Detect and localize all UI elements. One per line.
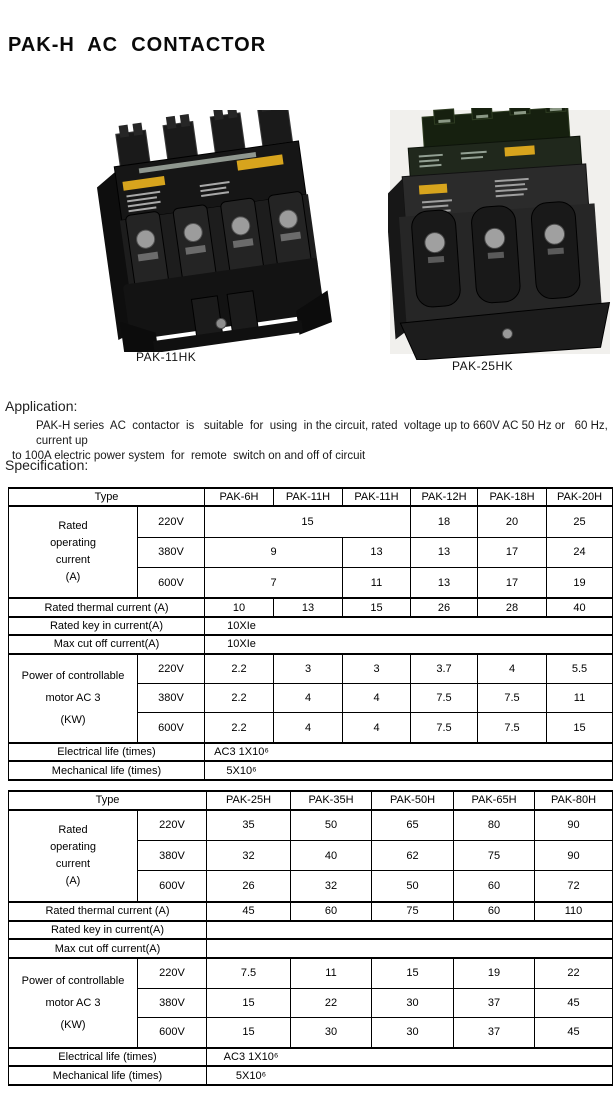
voltage-label: 380V <box>138 684 205 713</box>
value-cell: 7.5 <box>478 684 547 713</box>
label-line: (KW) <box>60 1018 86 1031</box>
mechanical-life-value-cell <box>207 1066 613 1085</box>
value-cell: 30 <box>372 988 454 1017</box>
model-header-cell: PAK-25H <box>207 791 291 810</box>
value-cell: 13 <box>343 537 411 567</box>
value-cell: 60 <box>454 902 535 921</box>
model-header-cell: PAK-50H <box>372 791 454 810</box>
label-line: Rated <box>58 823 88 836</box>
model-header-cell: PAK-35H <box>291 791 372 810</box>
table-row <box>9 617 613 635</box>
voltage-label: 380V <box>138 988 207 1017</box>
value-cell: 50 <box>372 871 454 902</box>
spec-table-small-models <box>8 487 613 781</box>
merged-value: AC3 1X10⁶ <box>214 746 269 759</box>
value-cell: 4 <box>343 684 411 713</box>
rated-thermal-current-label: Rated thermal current (A) <box>9 598 205 616</box>
model-header-cell: PAK-20H <box>547 488 613 506</box>
value-cell: 15 <box>207 1017 291 1047</box>
label-line: Power of controllable <box>21 670 125 683</box>
table-row <box>9 939 613 958</box>
mechanical-life-label: Mechanical life (times) <box>9 761 205 780</box>
value-cell: 45 <box>207 902 291 921</box>
model-header-cell: PAK-12H <box>411 488 478 506</box>
value-cell: 13 <box>411 567 478 598</box>
value-cell: 13 <box>274 598 343 616</box>
merged-value: 10XIe <box>227 638 256 651</box>
spec-table-large-models <box>8 790 613 1086</box>
value-cell: 19 <box>547 567 613 598</box>
label-line: Power of controllable <box>21 974 125 987</box>
value-cell: 37 <box>454 1017 535 1047</box>
model-header-cell: PAK-6H <box>205 488 274 506</box>
max-cut-off-current-value-cell <box>205 635 613 653</box>
contactor-photo-icon <box>388 108 613 360</box>
value-cell: 90 <box>535 810 613 841</box>
value-cell: 15 <box>343 598 411 616</box>
table-row <box>9 598 613 616</box>
power-controllable-motor-label <box>9 654 138 743</box>
value-cell: 50 <box>291 810 372 841</box>
voltage-label: 380V <box>138 537 205 567</box>
electrical-life-value-cell <box>205 743 613 761</box>
merged-value: 10XIe <box>227 620 256 633</box>
value-cell: 5.5 <box>547 654 613 684</box>
value-cell: 17 <box>478 537 547 567</box>
value-cell: 4 <box>274 684 343 713</box>
merged-value: 5X10⁶ <box>235 1069 267 1082</box>
voltage-label: 600V <box>138 713 205 743</box>
value-cell: 17 <box>478 567 547 598</box>
electrical-life-label: Electrical life (times) <box>9 743 205 761</box>
model-header-cell: PAK-11H <box>274 488 343 506</box>
table-row <box>9 958 613 988</box>
value-cell-merged: 7 <box>205 567 343 598</box>
table-header-row <box>9 488 613 506</box>
table-row <box>9 743 613 761</box>
type-header-cell: Type <box>9 488 205 506</box>
value-cell: 110 <box>535 902 613 921</box>
label-line: (A) <box>65 874 81 887</box>
rated-operating-current-label <box>9 506 138 598</box>
value-cell: 18 <box>411 506 478 537</box>
electrical-life-label: Electrical life (times) <box>9 1048 207 1067</box>
table-row <box>9 921 613 940</box>
value-cell: 28 <box>478 598 547 616</box>
value-cell: 80 <box>454 810 535 841</box>
value-cell: 15 <box>207 988 291 1017</box>
table-row <box>9 902 613 921</box>
label-line: current <box>55 554 91 567</box>
value-cell: 19 <box>454 958 535 988</box>
value-cell: 45 <box>535 988 613 1017</box>
value-cell: 72 <box>535 871 613 902</box>
value-cell: 11 <box>291 958 372 988</box>
max-cut-off-current-value-cell <box>207 939 613 958</box>
voltage-label: 380V <box>138 841 207 871</box>
value-cell-merged: 15 <box>205 506 411 537</box>
value-cell: 30 <box>372 1017 454 1047</box>
value-cell: 7.5 <box>207 958 291 988</box>
value-cell: 7.5 <box>411 684 478 713</box>
label-line: motor AC 3 <box>45 692 101 705</box>
page-title: PAK-H AC CONTACTOR <box>8 34 267 56</box>
voltage-label: 600V <box>138 1017 207 1047</box>
voltage-label: 220V <box>138 506 205 537</box>
value-cell: 45 <box>535 1017 613 1047</box>
rated-key-in-current-label: Rated key in current(A) <box>9 617 205 635</box>
value-cell-merged: 9 <box>205 537 343 567</box>
value-cell: 32 <box>291 871 372 902</box>
rated-operating-current-label <box>9 810 138 903</box>
value-cell: 26 <box>411 598 478 616</box>
rated-key-in-current-value-cell <box>207 921 613 940</box>
value-cell: 60 <box>291 902 372 921</box>
type-header-cell: Type <box>9 791 207 810</box>
label-line: motor AC 3 <box>45 996 101 1009</box>
max-cut-off-current-label: Max cut off current(A) <box>9 939 207 958</box>
value-cell: 2.2 <box>205 713 274 743</box>
label-line: operating <box>50 537 96 550</box>
value-cell: 26 <box>207 871 291 902</box>
merged-value: AC3 1X10⁶ <box>223 1051 279 1064</box>
label-line: (A) <box>65 571 81 584</box>
voltage-label: 600V <box>138 567 205 598</box>
value-cell: 3 <box>274 654 343 684</box>
value-cell: 62 <box>372 841 454 871</box>
value-cell: 15 <box>372 958 454 988</box>
rated-key-in-current-value-cell <box>205 617 613 635</box>
table-header-row <box>9 791 613 810</box>
value-cell: 2.2 <box>205 684 274 713</box>
table-row <box>9 654 613 684</box>
value-cell: 10 <box>205 598 274 616</box>
voltage-label: 220V <box>138 654 205 684</box>
application-heading: Application: <box>5 398 78 414</box>
value-cell: 13 <box>411 537 478 567</box>
rated-thermal-current-label: Rated thermal current (A) <box>9 902 207 921</box>
value-cell: 75 <box>454 841 535 871</box>
model-header-cell: PAK-65H <box>454 791 535 810</box>
value-cell: 7.5 <box>478 713 547 743</box>
table-row <box>9 1066 613 1085</box>
value-cell: 11 <box>547 684 613 713</box>
table-row <box>9 1048 613 1067</box>
rated-key-in-current-label: Rated key in current(A) <box>9 921 207 940</box>
merged-value: 5X10⁶ <box>226 764 257 777</box>
value-cell: 11 <box>343 567 411 598</box>
value-cell: 65 <box>372 810 454 841</box>
value-cell: 90 <box>535 841 613 871</box>
model-header-cell: PAK-11H <box>343 488 411 506</box>
label-line: Rated <box>58 520 88 533</box>
value-cell: 7.5 <box>411 713 478 743</box>
mechanical-life-label: Mechanical life (times) <box>9 1066 207 1085</box>
value-cell: 24 <box>547 537 613 567</box>
table-row <box>9 635 613 653</box>
mechanical-life-value-cell <box>205 761 613 780</box>
table-row <box>9 810 613 841</box>
table-row <box>9 506 613 537</box>
value-cell: 4 <box>274 713 343 743</box>
application-paragraph <box>12 419 610 464</box>
product-caption-right: PAK-25HK <box>452 359 514 373</box>
value-cell: 4 <box>343 713 411 743</box>
label-line: operating <box>50 840 96 853</box>
electrical-life-value-cell <box>207 1048 613 1067</box>
application-text-line: to 100A electric power system for remote switch on and off of circuit <box>12 450 366 462</box>
voltage-label: 600V <box>138 871 207 902</box>
value-cell: 2.2 <box>205 654 274 684</box>
voltage-label: 220V <box>138 958 207 988</box>
value-cell: 20 <box>478 506 547 537</box>
power-controllable-motor-label <box>9 958 138 1048</box>
specification-heading: Specification: <box>5 457 89 473</box>
value-cell: 35 <box>207 810 291 841</box>
model-header-cell: PAK-80H <box>535 791 613 810</box>
product-caption-left: PAK-11HK <box>136 350 197 364</box>
application-text-line: PAK-H series AC contactor is suitable for using in the circuit, rated voltage up to 660V AC 50 Hz or 60 Hz, current up <box>36 420 612 447</box>
table-row <box>9 761 613 780</box>
value-cell: 25 <box>547 506 613 537</box>
value-cell: 3 <box>343 654 411 684</box>
model-header-cell: PAK-18H <box>478 488 547 506</box>
value-cell: 37 <box>454 988 535 1017</box>
value-cell: 40 <box>291 841 372 871</box>
value-cell: 75 <box>372 902 454 921</box>
voltage-label: 220V <box>138 810 207 841</box>
value-cell: 22 <box>291 988 372 1017</box>
value-cell: 22 <box>535 958 613 988</box>
value-cell: 30 <box>291 1017 372 1047</box>
value-cell: 15 <box>547 713 613 743</box>
value-cell: 60 <box>454 871 535 902</box>
value-cell: 40 <box>547 598 613 616</box>
value-cell: 4 <box>478 654 547 684</box>
label-line: current <box>55 857 91 870</box>
max-cut-off-current-label: Max cut off current(A) <box>9 635 205 653</box>
value-cell: 32 <box>207 841 291 871</box>
value-cell: 3.7 <box>411 654 478 684</box>
label-line: (KW) <box>60 714 86 727</box>
contactor-photo-icon <box>86 110 336 352</box>
